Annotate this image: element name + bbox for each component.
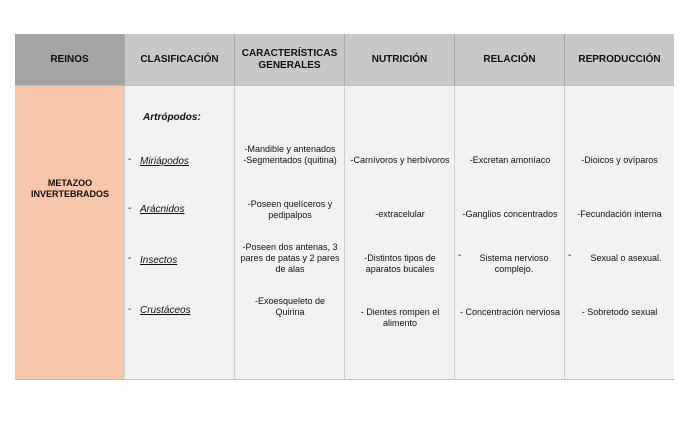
column-clasificacion <box>125 85 235 380</box>
dash-marker: - <box>128 154 132 165</box>
header-caracteristicas: CARACTERÍSTICAS GENERALES <box>235 34 345 85</box>
header-reinos: REINOS <box>15 34 125 85</box>
caract-2: -Poseen quelíceros y pedipalpos <box>247 199 333 220</box>
dash-marker: - <box>128 304 132 315</box>
dash-marker: - <box>458 250 462 261</box>
column-relacion <box>455 85 565 380</box>
biology-table <box>15 34 674 380</box>
nutricion-4: - Dientes rompen el alimento <box>360 307 440 328</box>
dash-marker: - <box>128 203 132 214</box>
reino-label: METAZOO INVERTEBRADOS <box>30 178 109 199</box>
group-title: Artrópodos: <box>143 112 201 123</box>
caract-1: -Mandible y antenados -Segmentados (quitina) <box>243 144 337 165</box>
relacion-2: -Ganglios concentrados <box>462 209 558 219</box>
relacion-3: Sistema nervioso complejo. <box>479 253 549 274</box>
class-miriapodos: Miriápodos <box>140 156 189 167</box>
dash-marker: - <box>128 253 132 264</box>
caract-4: -Exoesqueleto de Quirina <box>254 296 326 317</box>
column-reinos <box>15 85 125 380</box>
header-nutricion: NUTRICIÓN <box>345 34 455 85</box>
class-insectos: Insectos <box>140 255 178 266</box>
column-reproduccion <box>565 85 674 380</box>
reproduccion-3: Sexual o asexual. <box>590 253 662 263</box>
class-crustaceos: Crustáceos <box>140 305 191 316</box>
column-nutricion <box>345 85 455 380</box>
nutricion-2: -extracelular <box>375 209 425 219</box>
relacion-1: -Excretan amoníaco <box>469 155 551 165</box>
dash-marker: - <box>568 250 572 261</box>
header-relacion: RELACIÓN <box>455 34 565 85</box>
relacion-4: - Concentración nerviosa <box>459 307 561 317</box>
nutricion-1: -Carnívoros y herbívoros <box>350 155 450 165</box>
reproduccion-1: -Dioicos y ovíparos <box>581 155 658 165</box>
caract-3: -Poseen dos antenas, 3 pares de patas y 2 pares de alas <box>240 242 340 274</box>
nutricion-3: -Distintos tipos de aparatos bucales <box>364 253 436 274</box>
reproduccion-4: - Sobretodo sexual <box>581 307 658 317</box>
header-reproduccion: REPRODUCCIÓN <box>565 34 674 85</box>
class-aracnidos: Arácnidos <box>140 204 185 215</box>
reproduccion-2: -Fecundación interna <box>577 209 662 219</box>
header-clasificacion: CLASIFICACIÓN <box>125 34 235 85</box>
column-caracteristicas <box>235 85 345 380</box>
